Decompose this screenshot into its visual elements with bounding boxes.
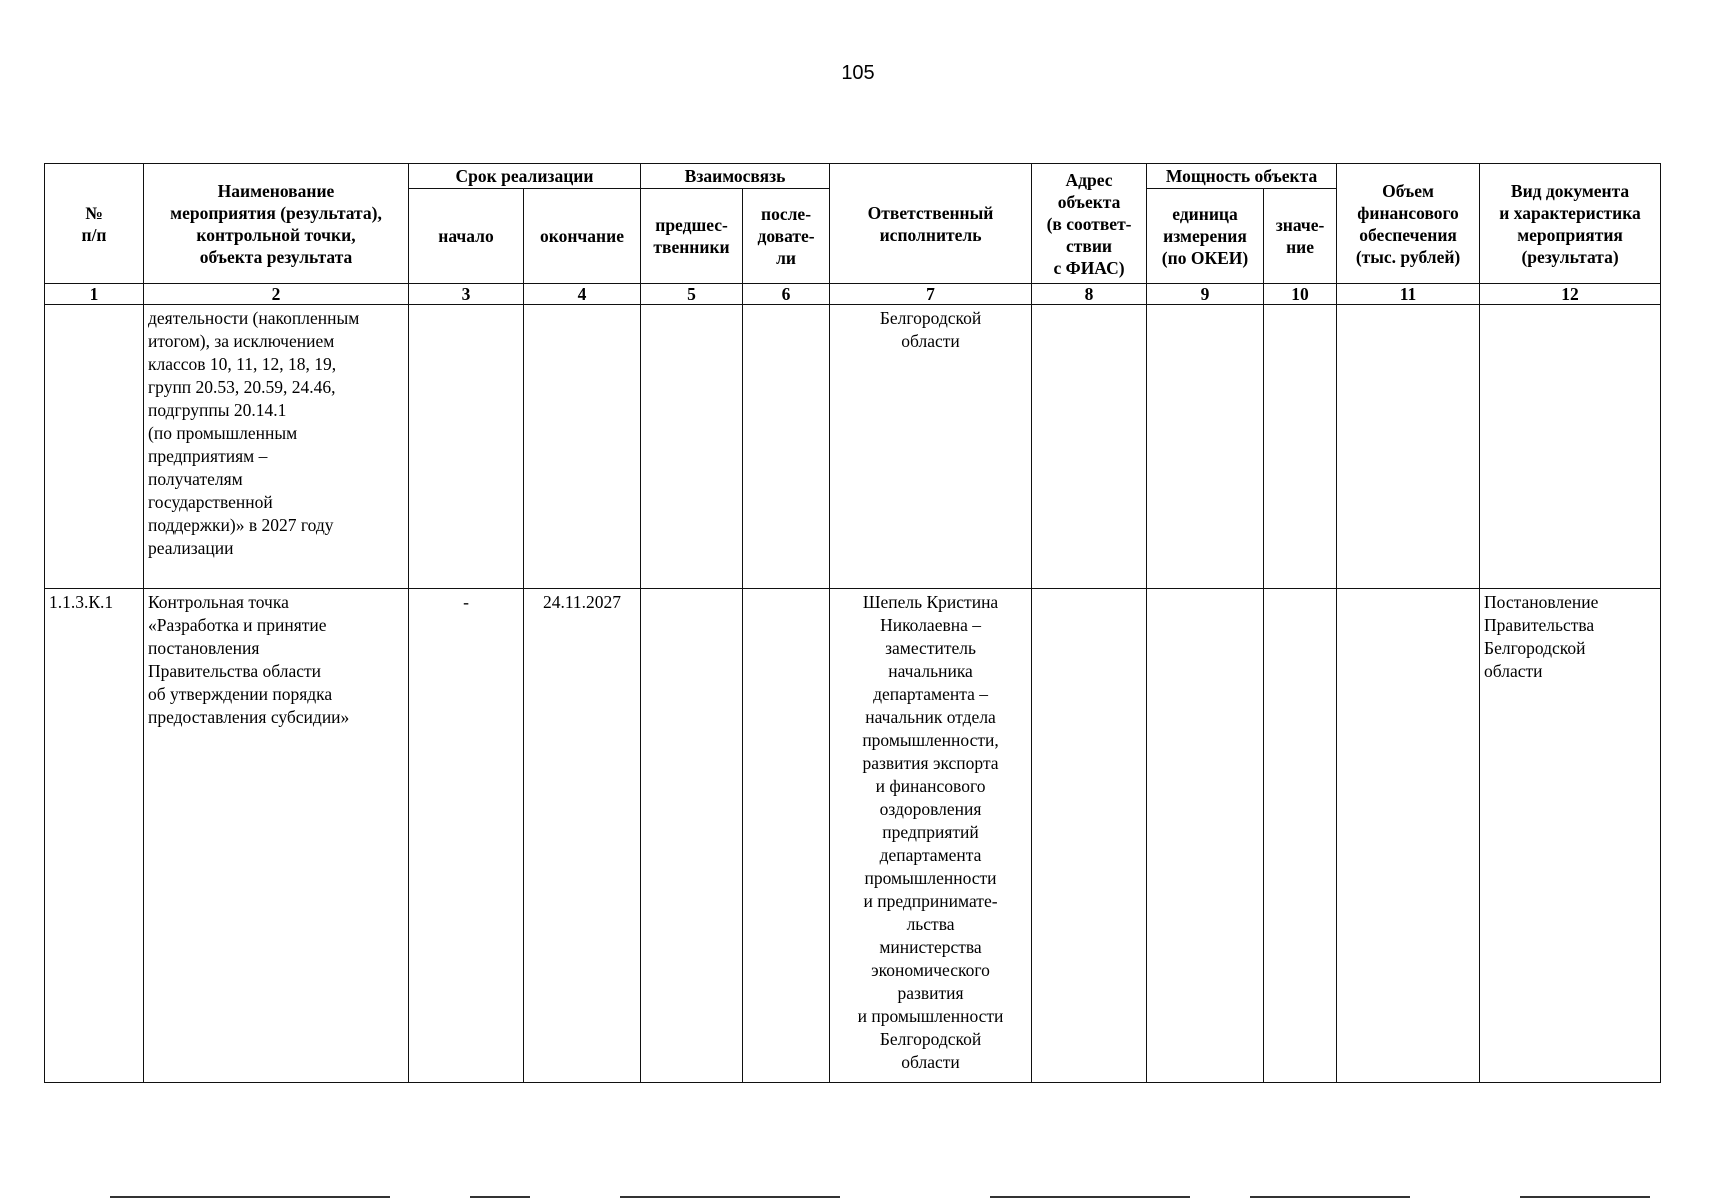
- header-finance: Объем финансового обеспечения (тыс. рублей): [1337, 164, 1480, 284]
- row-name: деятельности (накопленным итогом), за исключением классов 10, 11, 12, 18, 19, групп 20.53, 20.59, 24.46, подгруппы 20.14.1 (по промышленным предприятиям – получателям государственной поддержки)» в 2027 году реализации: [144, 305, 409, 589]
- header-period-start: начало: [409, 189, 524, 284]
- column-number: 4: [524, 284, 641, 305]
- column-number-row: [45, 284, 1661, 305]
- column-number: 1: [45, 284, 144, 305]
- row-finance: [1337, 305, 1480, 589]
- plan-table: [44, 163, 1661, 1083]
- column-number: 11: [1337, 284, 1480, 305]
- row-doc: [1480, 305, 1661, 589]
- column-number: 9: [1147, 284, 1264, 305]
- row-succ: [743, 305, 830, 589]
- row-name: Контрольная точка «Разработка и принятие постановления Правительства области об утверждении порядка предоставления субсидии»: [144, 589, 409, 1083]
- header-capacity: Мощность объекта: [1147, 164, 1337, 189]
- row-num: 1.1.3.К.1: [45, 589, 144, 1083]
- column-number: 5: [641, 284, 743, 305]
- row-unit: [1147, 305, 1264, 589]
- row-finance: [1337, 589, 1480, 1083]
- header-capacity-unit: единица измерения (по ОКЕИ): [1147, 189, 1264, 284]
- header-period: Срок реализации: [409, 164, 641, 189]
- row-num: [45, 305, 144, 589]
- header-responsible: Ответственный исполнитель: [830, 164, 1032, 284]
- column-number: 8: [1032, 284, 1147, 305]
- row-unit: [1147, 589, 1264, 1083]
- row-address: [1032, 305, 1147, 589]
- row-value: [1264, 305, 1337, 589]
- row-end: 24.11.2027: [524, 589, 641, 1083]
- column-number: 2: [144, 284, 409, 305]
- row-succ: [743, 589, 830, 1083]
- row-start: [409, 305, 524, 589]
- table-row: [45, 305, 1661, 589]
- row-start: -: [409, 589, 524, 1083]
- row-pred: [641, 305, 743, 589]
- row-address: [1032, 589, 1147, 1083]
- column-number: 10: [1264, 284, 1337, 305]
- row-end: [524, 305, 641, 589]
- header-name: Наименование мероприятия (результата), контрольной точки, объекта результата: [144, 164, 409, 284]
- header-relation: Взаимосвязь: [641, 164, 830, 189]
- header-doc-type: Вид документа и характеристика мероприятия (результата): [1480, 164, 1661, 284]
- row-pred: [641, 589, 743, 1083]
- header-address: Адрес объекта (в соответ- ствии с ФИАС): [1032, 164, 1147, 284]
- header-relation-succ: после- довате- ли: [743, 189, 830, 284]
- page-number: 105: [841, 62, 875, 84]
- row-doc: Постановление Правительства Белгородской области: [1480, 589, 1661, 1083]
- row-value: [1264, 589, 1337, 1083]
- header-capacity-value: значе- ние: [1264, 189, 1337, 284]
- header-period-end: окончание: [524, 189, 641, 284]
- scan-footer-lines: [0, 1196, 1716, 1200]
- column-number: 6: [743, 284, 830, 305]
- row-responsible: Шепель Кристина Николаевна – заместитель начальника департамента – начальник отдела промышленности, развития экспорта и финансового оздоровления предприятий департамента промышленности и предпринимате- льства министерства экономического развития и промышленности Белгородской области: [830, 589, 1032, 1083]
- header-num: № п/п: [45, 164, 144, 284]
- header-relation-pred: предшес- твенники: [641, 189, 743, 284]
- column-number: 7: [830, 284, 1032, 305]
- column-number: 12: [1480, 284, 1661, 305]
- row-responsible: Белгородской области: [830, 305, 1032, 589]
- column-number: 3: [409, 284, 524, 305]
- table-row: [45, 589, 1661, 1083]
